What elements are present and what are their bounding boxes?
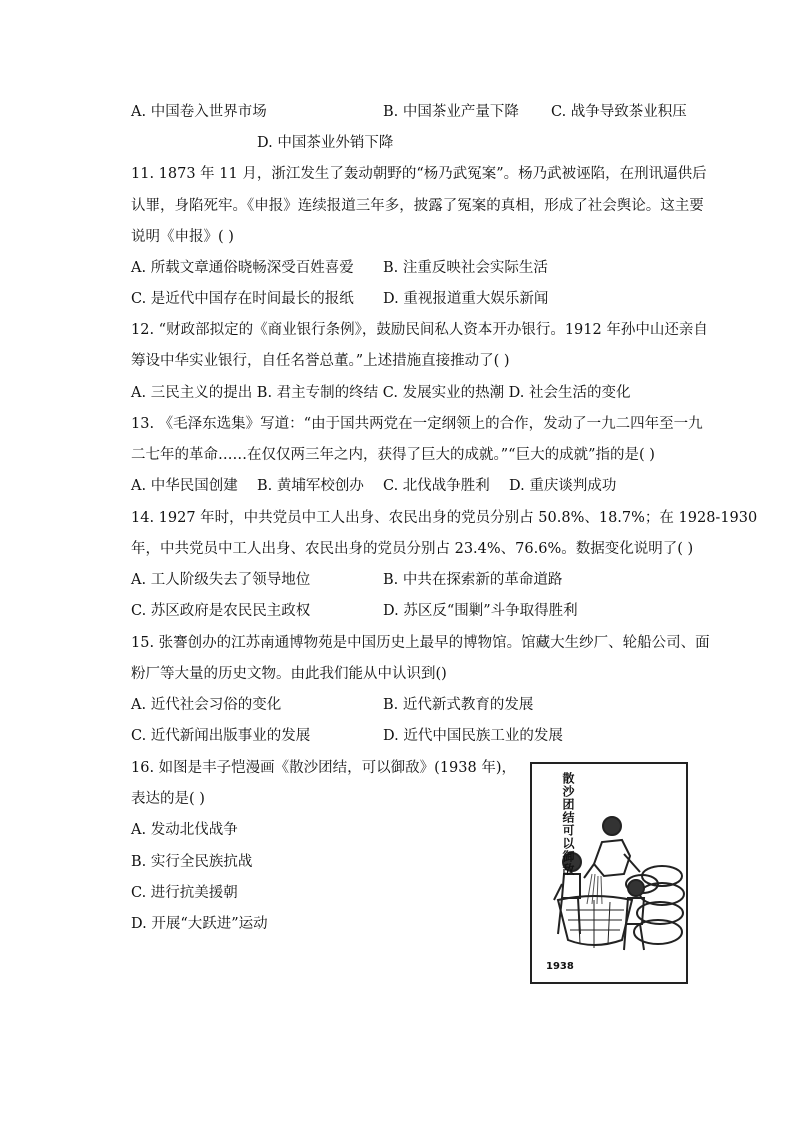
figure-year: 1938 <box>546 961 574 972</box>
q10-option-d: D. 中国茶业外销下降 <box>257 135 394 151</box>
q16-stem-line-1: 16. 如图是丰子恺漫画《散沙团结，可以御敌》(1938 年)， <box>131 760 516 776</box>
q14-stem-line-1: 14. 1927 年时，中共党员中工人出身、农民出身的党员分别占 50.8%、18.7%；在 1928-1930 <box>131 510 758 526</box>
q14-option-c: C. 苏区政府是农民民主政权 <box>131 603 311 619</box>
q13-option-b: B. 黄埔军校创办 <box>257 478 364 494</box>
q15-option-c: C. 近代新闻出版事业的发展 <box>131 728 311 744</box>
q15-option-b: B. 近代新式教育的发展 <box>383 697 534 713</box>
q15-stem-line-2: 粉厂等大量的历史文物。由此我们能从中认识到() <box>131 666 447 682</box>
q11-stem-line-3: 说明《申报》( ) <box>131 229 234 245</box>
q13-option-a: A. 中华民国创建 <box>131 478 238 494</box>
q10-option-b: B. 中国茶业产量下降 <box>383 104 519 120</box>
q13-option-d: D. 重庆谈判成功 <box>509 478 617 494</box>
q16-stem-line-2: 表达的是( ) <box>131 791 205 807</box>
q11-option-c: C. 是近代中国存在时间最长的报纸 <box>131 291 354 307</box>
q11-option-a: A. 所载文章通俗晓畅深受百姓喜爱 <box>131 260 354 276</box>
q15-stem-line-1: 15. 张謇创办的江苏南通博物苑是中国历史上最早的博物馆。馆藏大生纱厂、轮船公司、面 <box>131 635 710 651</box>
q16-option-d: D. 开展“大跃进”运动 <box>131 916 268 932</box>
q12-options: A. 三民主义的提出 B. 君主专制的终结 C. 发展实业的热潮 D. 社会生活的变化 <box>131 385 631 401</box>
q16-option-a: A. 发动北伐战争 <box>131 822 238 838</box>
q16-option-c: C. 进行抗美援朝 <box>131 885 238 901</box>
q16-option-b: B. 实行全民族抗战 <box>131 854 253 870</box>
q14-option-b: B. 中共在探索新的革命道路 <box>383 572 563 588</box>
q12-stem-line-2: 筹设中华实业银行，自任名誉总董。”上述措施直接推动了( ) <box>131 353 510 369</box>
q14-option-a: A. 工人阶级失去了领导地位 <box>131 572 311 588</box>
q13-stem-line-1: 13. 《毛泽东选集》写道：“由于国共两党在一定纲领上的合作，发动了一九二四年至一九 <box>131 416 703 432</box>
q13-stem-line-2: 二七年的革命……在仅仅两三年之内，获得了巨大的成就。”“巨大的成就”指的是( ) <box>131 447 655 463</box>
q14-stem-line-2: 年，中共党员中工人出身、农民出身的党员分别占 23.4%、76.6%。数据变化说明了( ) <box>131 541 694 557</box>
q11-option-b: B. 注重反映社会实际生活 <box>383 260 548 276</box>
q10-option-c: C. 战争导致茶业积压 <box>551 104 687 120</box>
q13-option-c: C. 北伐战争胜利 <box>383 478 490 494</box>
q11-stem-line-1: 11. 1873 年 11 月，浙江发生了轰动朝野的“杨乃武冤案”。杨乃武被诬陷，在刑讯逼供后 <box>131 166 707 182</box>
q11-option-d: D. 重视报道重大娱乐新闻 <box>383 291 549 307</box>
q15-option-a: A. 近代社会习俗的变化 <box>131 697 282 713</box>
q14-option-d: D. 苏区反“围剿”斗争取得胜利 <box>383 603 578 619</box>
cartoon-figure <box>530 762 688 984</box>
q15-option-d: D. 近代中国民族工业的发展 <box>383 728 563 744</box>
q11-stem-line-2: 认罪，身陷死牢。《申报》连续报道三年多，披露了冤案的真相，形成了社会舆论。这主要 <box>131 198 704 214</box>
q10-option-a: A. 中国卷入世界市场 <box>131 104 267 120</box>
figure-caption: 散沙团结可以御敌 <box>561 772 575 876</box>
q12-stem-line-1: 12. “财政部拟定的《商业银行条例》，鼓励民间私人资本开办银行。1912 年孙中山还亲自 <box>131 322 708 338</box>
